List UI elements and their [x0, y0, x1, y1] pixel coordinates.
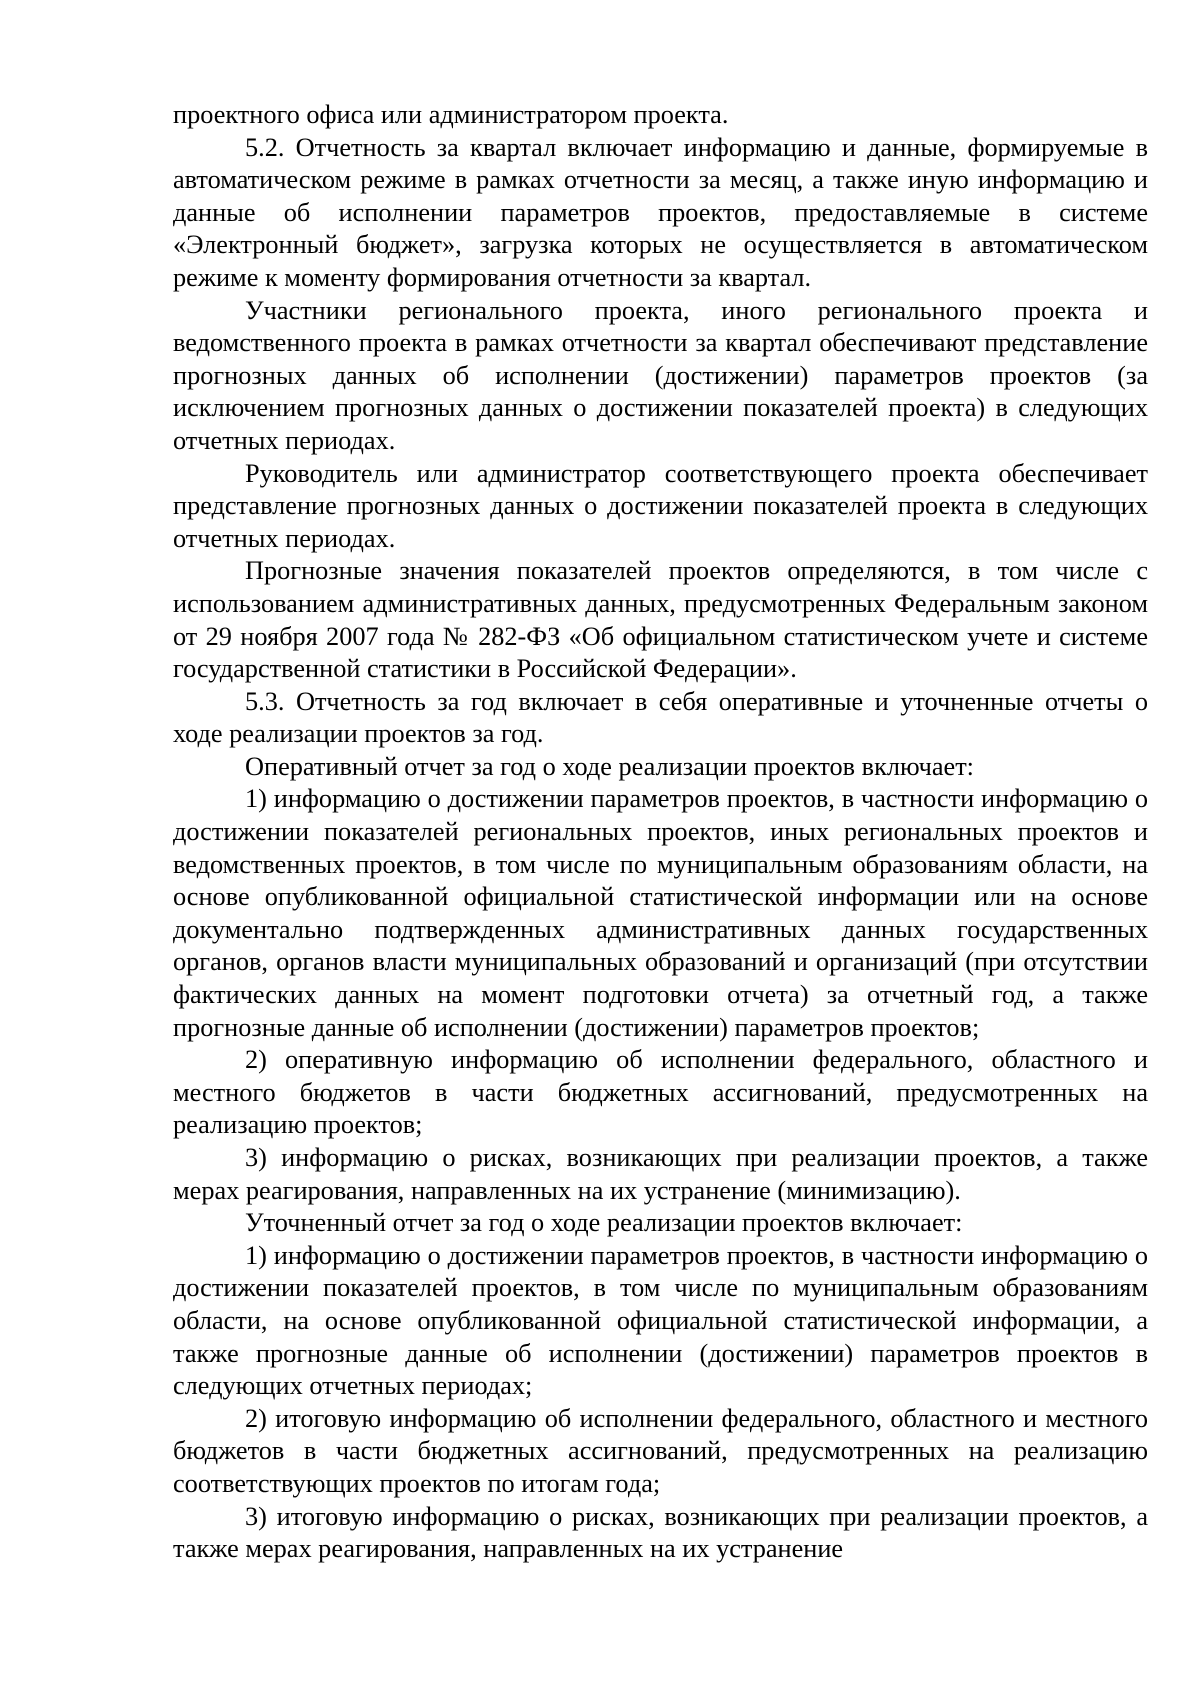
list-item-refined-3: 3) итоговую информацию о рисках, возникающих при реализации проектов, а также мерах реагирования, направленных на их устранение — [173, 1501, 1148, 1564]
paragraph-5-2: 5.2. Отчетность за квартал включает информацию и данные, формируемые в автоматическом режиме в рамках отчетности за месяц, а также иную информацию и данные об исполнении параметров проектов, предоставляемые в системе «Электронный бюджет», загрузка которых не осуществляется в автоматическом режиме к моменту формирования отчетности за квартал. — [173, 132, 1148, 292]
document-body — [173, 99, 1148, 1566]
paragraph-participants: Участники регионального проекта, иного регионального проекта и ведомственного проекта в рамках отчетности за квартал обеспечивают представление прогнозных данных об исполнении (достижении) параметров проектов (за исключением прогнозных данных о достижении показателей проекта) в следующих отчетных периодах. — [173, 295, 1148, 455]
list-item-operative-1: 1) информацию о достижении параметров проектов, в частности информацию о достижении показателей региональных проектов, иных региональных проектов и ведомственных проектов, в том числе по муниципальным образованиям области, на основе опубликованной официальной статистической информации или на основе документально подтвержденных административных данных государственных органов, органов власти муниципальных образований и организаций (при отсутствии фактических данных на момент подготовки отчета) за отчетный год, а также прогнозные данные об исполнении (достижении) параметров проектов; — [173, 784, 1148, 1042]
list-item-refined-1: 1) информацию о достижении параметров проектов, в частности информацию о достижении показателей проектов, в том числе по муниципальным образованиям области, на основе опубликованной официальной статистической информации, а также прогнозные данные об исполнении (достижении) параметров проектов в следующих отчетных периодах; — [173, 1240, 1148, 1401]
list-item-refined-2: 2) итоговую информацию об исполнении федерального, областного и местного бюджетов в части бюджетных ассигнований, предусмотренных на реализацию соответствующих проектов по итогам года; — [173, 1403, 1148, 1498]
paragraph-operative-report-intro: Оперативный отчет за год о ходе реализации проектов включает: — [245, 751, 974, 781]
paragraph-forecast-values: Прогнозные значения показателей проектов определяются, в том числе с использованием административных данных, предусмотренных Федеральным законом от 29 ноября 2007 года № 282-ФЗ «Об официальном статистическом учете и системе государственной статистики в Российской Федерации». — [173, 556, 1148, 684]
paragraph-continuation: проектного офиса или администратором проекта. — [173, 100, 729, 129]
paragraph-refined-report-intro: Уточненный отчет за год о ходе реализации проектов включает: — [245, 1208, 963, 1238]
list-item-operative-3: 3) информацию о рисках, возникающих при реализации проектов, а также мерах реагирования, направленных на их устранение (минимизацию). — [173, 1143, 1148, 1205]
list-item-operative-2: 2) оперативную информацию об исполнении федерального, областного и местного бюджетов в части бюджетных ассигнований, предусмотренных на реализацию проектов; — [173, 1045, 1148, 1140]
paragraph-project-head: Руководитель или администратор соответствующего проекта обеспечивает представление прогнозных данных о достижении показателей проекта в следующих отчетных периодах. — [173, 458, 1148, 553]
paragraph-5-3: 5.3. Отчетность за год включает в себя оперативные и уточненные отчеты о ходе реализации проектов за год. — [173, 686, 1148, 749]
